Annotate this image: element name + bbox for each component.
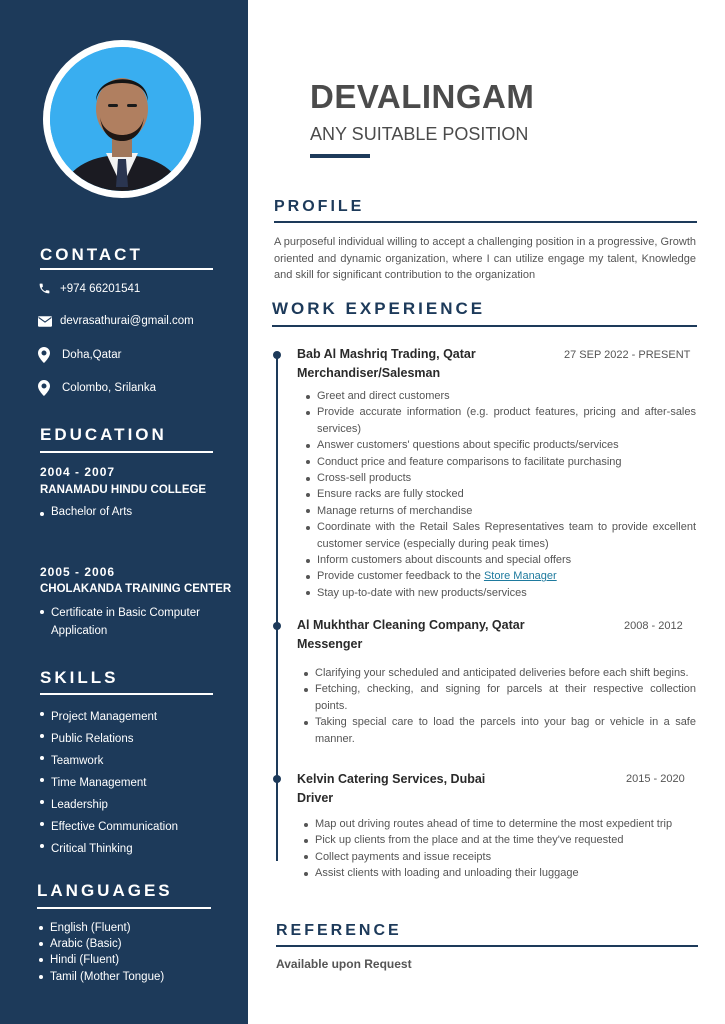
phone-icon [38,282,60,295]
education-detail: Bachelor of Arts [40,506,132,518]
contact-phone[interactable]: +974 66201541 [38,282,140,295]
work-experience-rule [272,325,697,327]
reference-rule [276,945,698,947]
job-duties [302,816,696,882]
job-company: Bab Al Mashriq Trading, Qatar [297,347,476,361]
job-date: 27 SEP 2022 - PRESENT [564,349,691,361]
sidebar [0,0,248,1024]
job-role: Messenger [297,637,363,651]
duty-item: Clarifying your scheduled and anticipated deliveries before each shift begins. [302,665,696,681]
languages-rule [37,907,211,909]
timeline-dot [273,775,281,783]
contact-heading: CONTACT [40,245,143,264]
duty-item: Manage returns of merchandise [304,503,696,519]
contact-email[interactable]: devrasathurai@gmail.com [38,315,194,327]
language-item: Tamil (Mother Tongue) [39,969,164,985]
duty-item: Inform customers about discounts and special offers [304,552,696,568]
skills-rule [40,693,213,695]
education-details [40,506,132,518]
duty-item: Provide customer feedback to the Store Manager [304,568,696,584]
duty-item: Conduct price and feature comparisons to facilitate purchasing [304,454,696,470]
skill-item: Time Management [40,772,178,794]
education-detail: Certificate in Basic Computer Application [40,604,200,640]
education-heading: EDUCATION [40,425,167,444]
timeline-line [276,354,278,861]
job-duties [302,665,696,747]
job-role: Merchandiser/Salesman [297,366,441,380]
duty-item: Ensure racks are fully stocked [304,486,696,502]
work-experience-heading: WORK EXPERIENCE [272,299,486,318]
education-years: 2005 - 2006 [40,565,116,579]
contact-location-doha: Doha,Qatar [38,347,121,363]
job-company: Kelvin Catering Services, Dubai [297,772,486,786]
contact-rule [40,268,213,270]
profile-rule [274,221,697,223]
duty-item: Fetching, checking, and signing for parcels at their respective collection points. [302,681,696,714]
education-school: RANAMADU HINDU COLLEGE [40,484,207,496]
timeline-dot [273,351,281,359]
person-portrait-icon [50,47,194,191]
language-item: Hindi (Fluent) [39,952,164,968]
language-item: Arabic (Basic) [39,936,164,952]
name-underline [310,154,370,158]
duty-item: Map out driving routes ahead of time to determine the most expedient trip [302,816,696,832]
duty-item: Taking special care to load the parcels into your bag or vehicle in a safe manner. [302,714,696,747]
profile-heading: PROFILE [274,198,365,215]
duty-item: Coordinate with the Retail Sales Representatives team to provide excellent customer service (especially during peak times) [304,519,696,552]
location-pin-icon [38,380,62,396]
mail-icon [38,316,60,327]
job-role: Driver [297,791,334,805]
profile-text: A purposeful individual willing to accept a challenging position in a progressive, Growth oriented and dynamic organization, where I can utilize engage my talent, Knowledge and skill for significant contribution to the organization [274,236,696,281]
skills-heading: SKILLS [40,668,119,687]
skill-item: Teamwork [40,750,178,772]
job-date: 2008 - 2012 [624,620,683,632]
education-details [40,604,200,640]
job-duties [304,388,696,601]
duty-item: Cross-sell products [304,470,696,486]
contact-location-colombo: Colombo, Srilanka [38,380,156,396]
duty-item: Assist clients with loading and unloading their luggage [302,865,696,881]
location-pin-icon [38,347,62,363]
duty-item: Greet and direct customers [304,388,696,404]
duty-item: Stay up-to-date with new products/services [304,585,696,601]
duty-item: Pick up clients from the place and at the time they've requested [302,832,696,848]
skills-list [40,706,178,860]
candidate-position: ANY SUITABLE POSITION [310,124,529,144]
skill-item: Project Management [40,706,178,728]
languages-list [39,920,164,985]
job-date: 2015 - 2020 [626,773,685,785]
skill-item: Effective Communication [40,816,178,838]
timeline-dot [273,622,281,630]
skill-item: Critical Thinking [40,838,178,860]
education-years: 2004 - 2007 [40,465,116,479]
reference-text: Available upon Request [276,957,412,971]
education-school: CHOLAKANDA TRAINING CENTER [40,583,232,595]
skill-item: Public Relations [40,728,178,750]
duty-item: Provide accurate information (e.g. product features, pricing and after-sales services) [304,404,696,437]
profile-photo [50,47,194,191]
duty-item: Collect payments and issue receipts [302,849,696,865]
languages-heading: LANGUAGES [37,881,173,900]
duty-item: Answer customers' questions about specific products/services [304,437,696,453]
education-rule [40,451,213,453]
reference-heading: REFERENCE [276,922,402,939]
store-manager-link[interactable]: Store Manager [483,570,557,583]
language-item: English (Fluent) [39,920,164,936]
skill-item: Leadership [40,794,178,816]
candidate-name: DEVALINGAM [310,78,535,115]
job-company: Al Mukhthar Cleaning Company, Qatar [297,618,525,632]
